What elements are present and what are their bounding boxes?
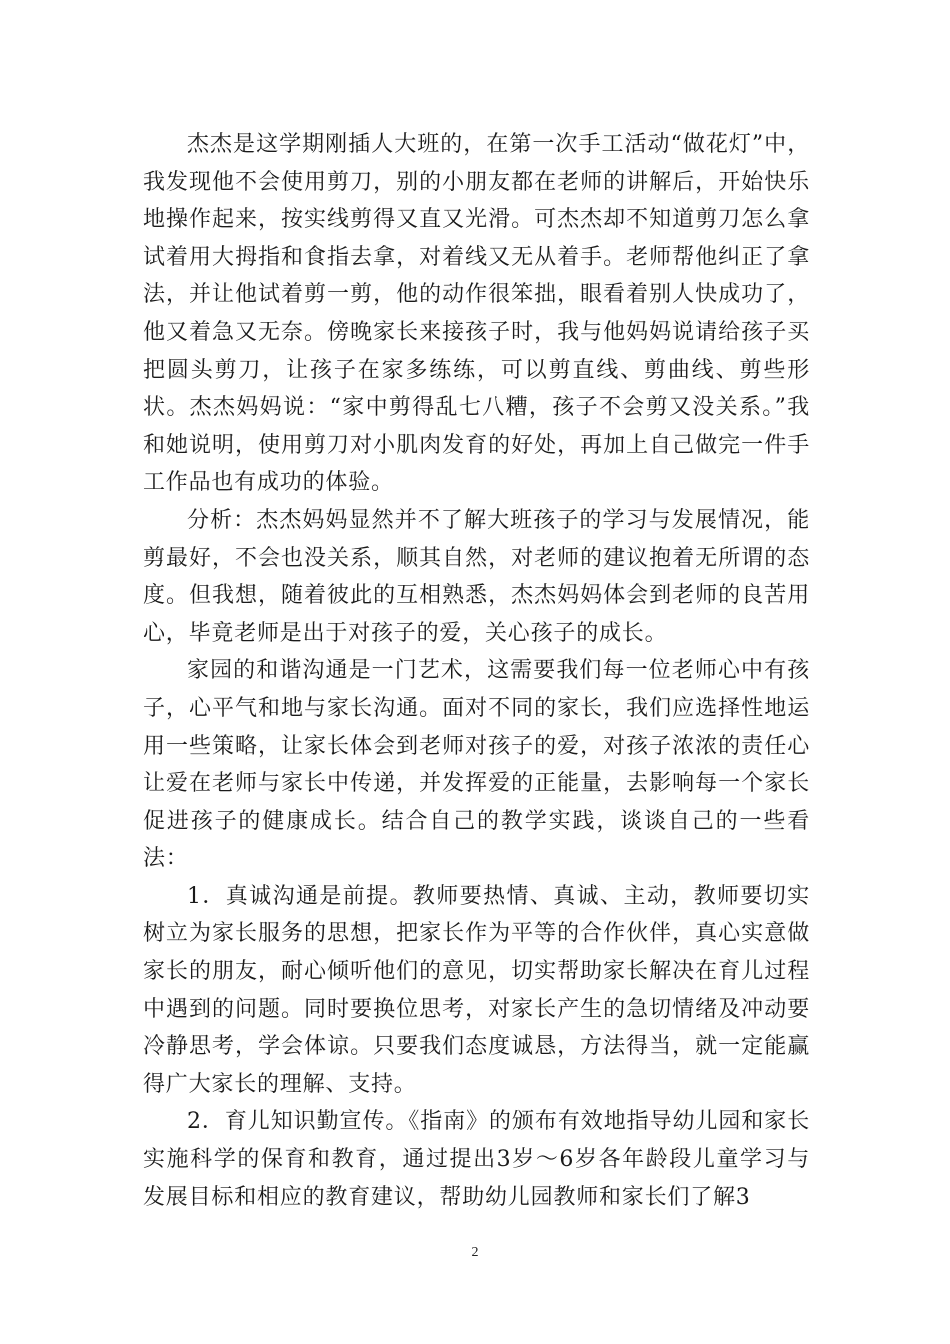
paragraph-point-2: 2．育儿知识勤宣传。《指南》的颁布有效地指导幼儿园和家长实施科学的保育和教育，通过提出3岁～6岁各年龄段儿童学习与发展目标和相应的教育建议，帮助幼儿园教师和家长们了解3 <box>143 1109 810 1210</box>
paragraph-story: 杰杰是这学期刚插人大班的，在第一次手工活动“做花灯”中，我发现他不会使用剪刀，别的小朋友都在老师的讲解后，开始快乐地操作起来，按实线剪得又直又光滑。可杰杰却不知道剪刀怎么拿试着用大拇指和食指去拿，对着线又无从着手。老师帮他纠正了拿法，并让他试着剪一剪，他的动作很笨拙，眼看着别人快成功了，他又着急又无奈。傍晚家长来接孩子时，我与他妈妈说请给孩子买把圆头剪刀，让孩子在家多练练，可以剪直线、剪曲线、剪些形状。杰杰妈妈说：“家中剪得乱七八糟，孩子不会剪又没关系。”我和她说明，使用剪刀对小肌肉发育的好处，再加上自己做完一件手工作品也有成功的体验。 <box>143 132 810 496</box>
page-number: 2 <box>471 1245 479 1260</box>
paragraph-communication: 家园的和谐沟通是一门艺术，这需要我们每一位老师心中有孩子，心平气和地与家长沟通。面对不同的家长，我们应选择性地运用一些策略，让家长体会到老师对孩子的爱，对孩子浓浓的责任心让爱在老师与家长中传递，并发挥爱的正能量，去影响每一个家长促进孩子的健康成长。结合自己的教学实践，谈谈自己的一些看法： <box>143 658 810 872</box>
paragraph-analysis: 分析：杰杰妈妈显然并不了解大班孩子的学习与发展情况，能剪最好，不会也没关系，顺其自然，对老师的建议抱着无所谓的态度。但我想，随着彼此的互相熟悉，杰杰妈妈体会到老师的良苦用心，毕竟老师是出于对孩子的爱，关心孩子的成长。 <box>143 507 810 646</box>
document-body <box>143 126 810 1216</box>
paragraph-point-1: 1．真诚沟通是前提。教师要热情、真诚、主动，教师要切实树立为家长服务的思想，把家长作为平等的合作伙伴，真心实意做家长的朋友，耐心倾听他们的意见，切实帮助家长解决在育儿过程中遇到的问题。同时要换位思考，对家长产生的急切情绪及冲动要冷静思考，学会体谅。只要我们态度诚恳，方法得当，就一定能赢得广大家长的理解、支持。 <box>143 883 810 1097</box>
